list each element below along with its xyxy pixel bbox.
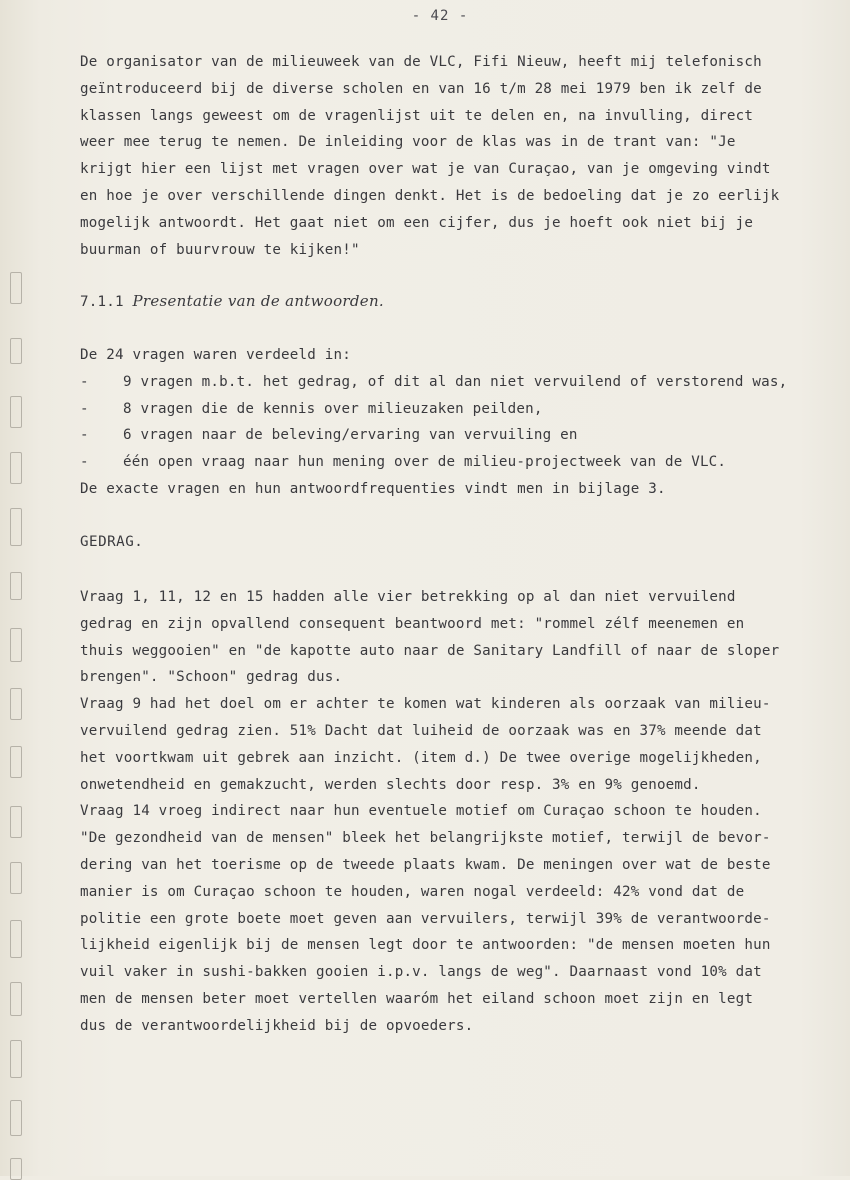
list-dash: - xyxy=(80,454,89,471)
list-item-text: één open vraag naar hun mening over de milieu-projectweek van de VLC. xyxy=(123,454,727,471)
binder-mark xyxy=(10,452,22,484)
gedrag-line: dus de verantwoordelijkheid bij de opvoeders. xyxy=(80,1017,474,1034)
intro-line: De organisator van de milieuweek van de VLC, Fifi Nieuw, heeft mij telefonisch xyxy=(80,54,762,70)
binder-mark xyxy=(10,806,22,838)
binder-mark xyxy=(10,1040,22,1078)
binder-mark xyxy=(10,982,22,1016)
gedrag-line: het voortkwam uit gebrek aan inzicht. (item d.) De twee overige mogelijkheden, xyxy=(80,749,762,766)
binder-mark xyxy=(10,920,22,958)
gedrag-line: thuis weggooien" en "de kapotte auto naar de Sanitary Landfill of naar de sloper xyxy=(80,642,780,659)
gedrag-line: onwetendheid en gemakzucht, werden slechts door resp. 3% en 9% genoemd. xyxy=(80,776,701,793)
question-list-outro: De exacte vragen en hun antwoordfrequenties vindt men in bijlage 3. xyxy=(80,480,666,497)
gedrag-line: "De gezondheid van de mensen" bleek het belangrijkste motief, terwijl de bevor- xyxy=(80,830,771,847)
gedrag-line: Vraag 9 had het doel om er achter te komen wat kinderen als oorzaak van milieu- xyxy=(80,696,771,713)
intro-line: krijgt hier een lijst met vragen over wat je van Curaçao, van je omgeving vindt xyxy=(80,161,771,178)
section-number: 7.1.1 xyxy=(80,294,124,310)
gedrag-line: politie een grote boete moet geven aan vervuilers, terwijl 39% de verantwoorde- xyxy=(80,910,771,927)
intro-line: klassen langs geweest om de vragenlijst uit te delen en, na invulling, direct xyxy=(80,107,754,124)
intro-line: weer mee terug te nemen. De inleiding voor de klas was in de trant van: "Je xyxy=(80,134,736,151)
section-heading xyxy=(80,288,820,316)
gedrag-line: lijkheid eigenlijk bij de mensen legt door te antwoorden: "de mensen moeten hun xyxy=(80,937,771,954)
list-item-text: 6 vragen naar de beleving/ervaring van vervuiling en xyxy=(123,427,578,444)
gedrag-line: dering van het toerisme op de tweede plaats kwam. De meningen over wat de beste xyxy=(80,856,771,873)
gedrag-line: Vraag 14 vroeg indirect naar hun eventuele motief om Curaçao schoon te houden. xyxy=(80,803,762,820)
intro-line: buurman of buurvrouw te kijken!" xyxy=(80,241,360,258)
gedrag-heading: GEDRAG. xyxy=(80,534,144,550)
intro-line: en hoe je over verschillende dingen denkt. Het is de bedoeling dat je zo eerlijk xyxy=(80,187,780,204)
list-dash: - xyxy=(80,373,89,390)
intro-paragraph xyxy=(80,49,820,263)
gedrag-line: gedrag en zijn opvallend consequent beantwoord met: "rommel zélf meenemen en xyxy=(80,615,745,632)
intro-line: mogelijk antwoordt. Het gaat niet om een cijfer, dus je hoeft ook niet bij je xyxy=(80,214,754,231)
binder-mark xyxy=(10,572,22,600)
binder-mark xyxy=(10,628,22,662)
section-title: Presentatie van de antwoorden. xyxy=(132,292,384,310)
question-list xyxy=(80,342,820,503)
list-item xyxy=(80,396,820,423)
binder-mark xyxy=(10,688,22,720)
list-item-text: 8 vragen die de kennis over milieuzaken peilden, xyxy=(123,400,543,417)
binder-mark xyxy=(10,862,22,894)
list-dash: - xyxy=(80,400,89,417)
question-list-intro: De 24 vragen waren verdeeld in: xyxy=(80,347,351,363)
list-dash: - xyxy=(80,427,89,444)
gedrag-line: men de mensen beter moet vertellen waaróm het eiland schoon moet zijn en legt xyxy=(80,990,754,1007)
gedrag-line: manier is om Curaçao schoon te houden, waren nogal verdeeld: 42% vond dat de xyxy=(80,883,745,900)
page-number: - 42 - xyxy=(411,8,469,24)
gedrag-line: vuil vaker in sushi-bakken gooien i.p.v. langs de weg". Daarnaast vond 10% dat xyxy=(80,964,762,981)
gedrag-line: vervuilend gedrag zien. 51% Dacht dat luiheid de oorzaak was en 37% meende dat xyxy=(80,722,762,739)
binder-mark xyxy=(10,338,22,364)
binder-mark xyxy=(10,1100,22,1136)
binder-mark xyxy=(10,508,22,546)
intro-line: geïntroduceerd bij de diverse scholen en van 16 t/m 28 mei 1979 ben ik zelf de xyxy=(80,80,762,97)
gedrag-paragraph xyxy=(80,584,820,1040)
gedrag-line: Vraag 1, 11, 12 en 15 hadden alle vier betrekking op al dan niet vervuilend xyxy=(80,589,736,605)
gedrag-line: brengen". "Schoon" gedrag dus. xyxy=(80,669,343,686)
list-item xyxy=(80,449,820,476)
binder-mark xyxy=(10,746,22,778)
binder-mark xyxy=(10,1158,22,1180)
list-item-text: 9 vragen m.b.t. het gedrag, of dit al dan niet vervuilend of verstorend was, xyxy=(123,373,788,390)
list-item xyxy=(80,422,820,449)
list-item xyxy=(80,369,820,396)
binder-mark xyxy=(10,396,22,428)
binder-mark xyxy=(10,272,22,304)
